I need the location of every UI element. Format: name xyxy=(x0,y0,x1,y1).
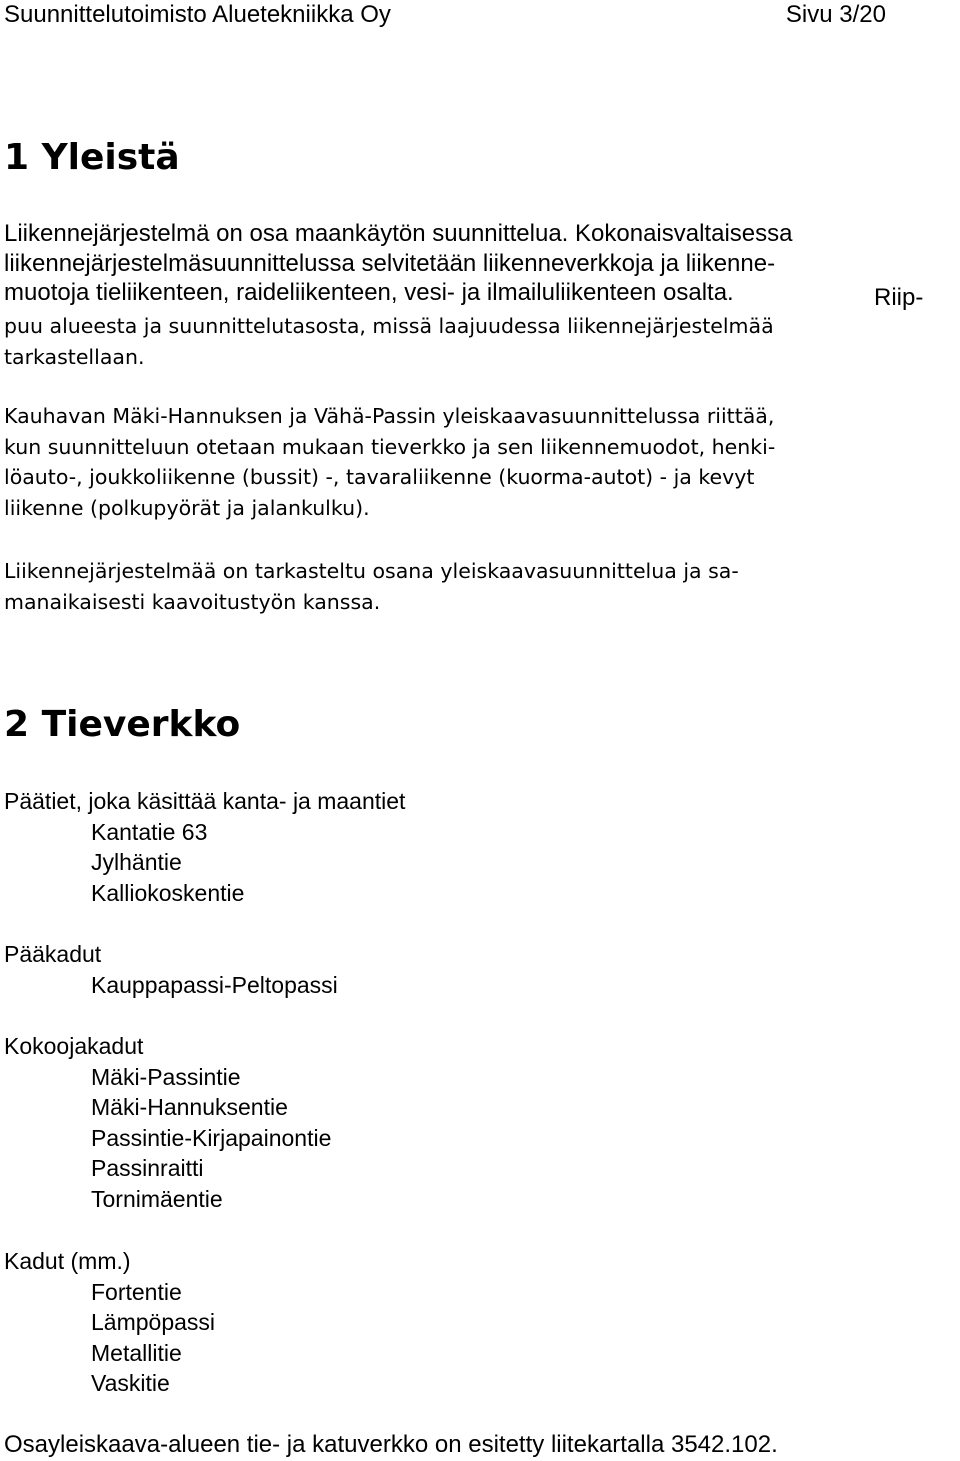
road-item: Tornimäentie xyxy=(91,1185,223,1212)
page-number: Sivu 3/20 xyxy=(785,1,886,28)
road-item: Passintie-Kirjapainontie xyxy=(91,1124,332,1151)
road-item: Kauppapassi-Peltopassi xyxy=(91,971,338,998)
road-group-title: Päätiet, joka käsittää kanta- ja maantiet xyxy=(4,788,406,814)
road-group-main-streets xyxy=(4,939,338,1000)
hyphenated-fragment: Riip- xyxy=(874,284,924,311)
road-group-main-roads xyxy=(4,786,405,908)
road-group-streets xyxy=(4,1246,215,1399)
review-paragraph xyxy=(4,556,739,617)
road-item: Jylhäntie xyxy=(91,849,182,875)
paragraph-line: puu alueesta ja suunnittelutasosta, missä laajuudessa liikennejärjestelmää xyxy=(4,314,774,338)
paragraph-line: löauto-, joukkoliikenne (bussit) -, tavaraliikenne (kuorma-autot) - ja kevyt xyxy=(4,465,755,489)
road-item: Mäki-Hannuksentie xyxy=(91,1094,288,1120)
paragraph-line: Liikennejärjestelmää on tarkasteltu osana yleiskaavasuunnittelua ja sa- xyxy=(4,559,739,583)
paragraph-line: manaikaisesti kaavoitustyön kanssa. xyxy=(4,589,381,614)
scope-paragraph xyxy=(4,401,775,523)
road-group-title: Kokoojakadut xyxy=(4,1033,144,1059)
road-item: Fortentie xyxy=(91,1278,182,1305)
section-1-heading: 1 Yleistä xyxy=(4,137,180,178)
road-item: Mäki-Passintie xyxy=(91,1063,241,1090)
paragraph-line: liikenne (polkupyörät ja jalankulku). xyxy=(4,495,370,520)
road-item: Metallitie xyxy=(91,1339,182,1366)
section-2-heading: 2 Tieverkko xyxy=(4,704,241,745)
paragraph-line: kun suunnitteluun otetaan mukaan tieverkko ja sen liikennemuodot, henki- xyxy=(4,434,776,459)
paragraph-line: Kauhavan Mäki-Hannuksen ja Vähä-Passin yleiskaavasuunnittelussa riittää, xyxy=(4,404,775,428)
closing-note: Osayleiskaava-alueen tie- ja katuverkko on esitetty liitekartalla 3542.102. xyxy=(4,1431,778,1458)
road-item: Kalliokoskentie xyxy=(91,879,245,906)
road-item: Passinraitti xyxy=(91,1155,204,1181)
organization-name: Suunnittelutoimisto Aluetekniikka Oy xyxy=(4,1,391,28)
road-group-title: Kadut (mm.) xyxy=(4,1248,131,1274)
road-group-collector-streets xyxy=(4,1031,331,1214)
paragraph-line: Liikennejärjestelmä on osa maankäytön suunnittelua. Kokonaisvaltaisessa xyxy=(4,220,793,247)
road-item: Kantatie 63 xyxy=(91,818,208,845)
intro-paragraph-continued xyxy=(4,311,774,372)
page-header xyxy=(4,0,886,32)
paragraph-line: tarkastellaan. xyxy=(4,344,145,369)
road-group-title: Pääkadut xyxy=(4,941,102,967)
road-item: Vaskitie xyxy=(91,1370,170,1396)
paragraph-line: liikennejärjestelmäsuunnittelussa selvitetään liikenneverkkoja ja liikenne- xyxy=(4,249,776,277)
road-item: Lämpöpassi xyxy=(91,1309,216,1335)
paragraph-line: muotoja tieliikenteen, raideliikenteen, vesi- ja ilmailuliikenteen osalta. xyxy=(4,279,734,306)
intro-paragraph xyxy=(4,219,792,308)
